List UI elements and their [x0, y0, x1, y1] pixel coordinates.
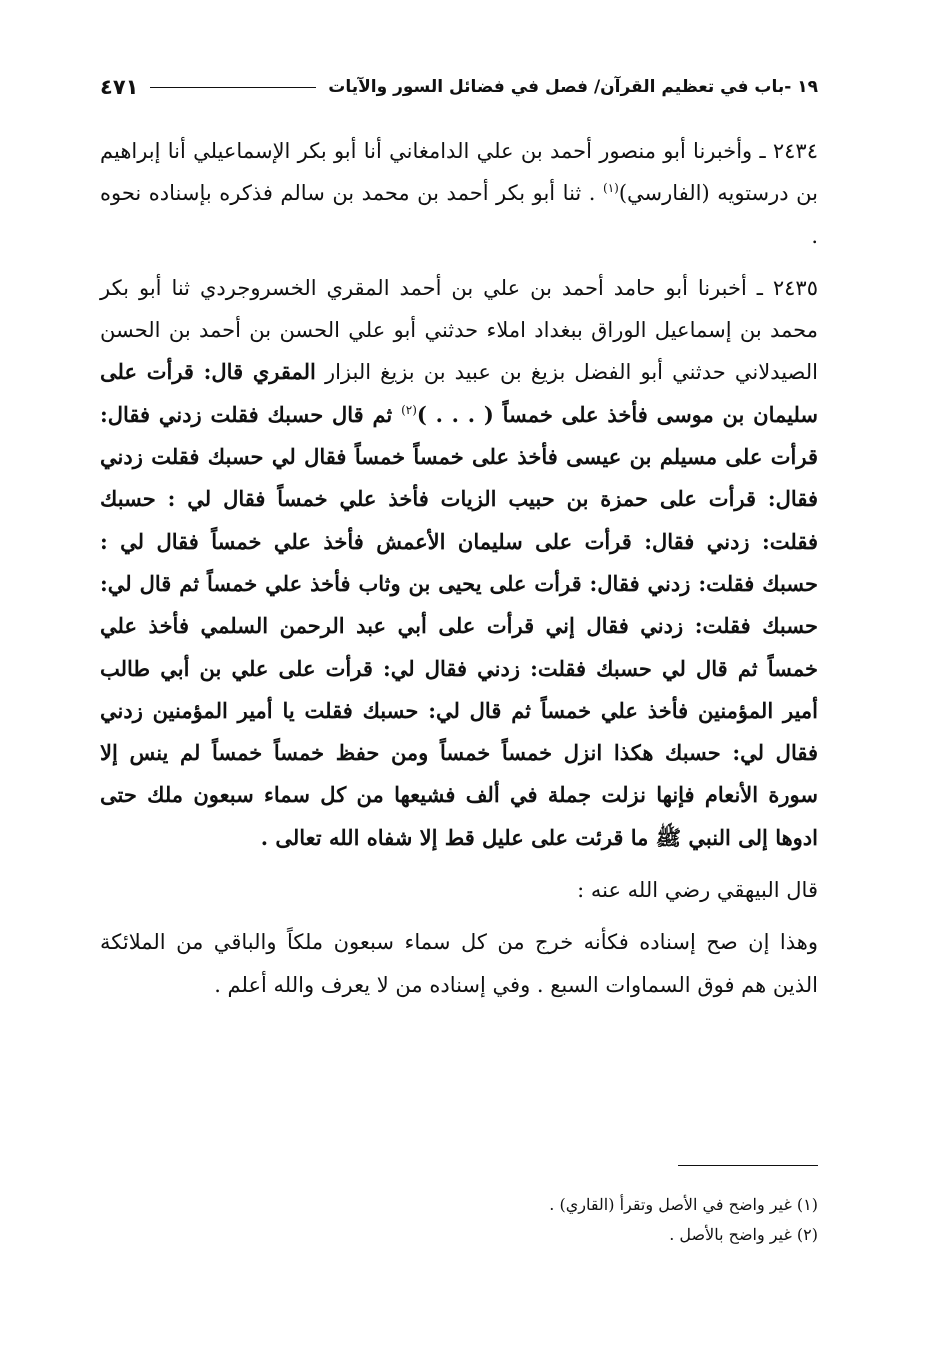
footnote-separator — [678, 1165, 818, 1166]
hadith-2435-text-c: ثم قال حسبك فقلت زدني فقال: قرأت على مسيلم بن عيسى فأخذ على خمساً خمساً فقال لي حسبك فقلت زدني فقال: قرأت على حمزة بن حبيب الزيات فأخذ علي خمساً فقال لي : حسبك فقلت: زدني فقال: قرأت على سليمان الأعمش فأخذ علي خمساً فقال لي : حسبك فقلت: زدني فقال: قرأت على يحيى بن وثاب فأخذ علي خمساً ثم قال لي: حسبك فقلت: زدني فقال إني قرأت على أبي عبد الرحمن السلمي فأخذ علي خمساً ثم قال لي حسبك فقلت: زدني فقال لي: قرأت على علي بن أبي طالب أمير المؤمنين فأخذ علي خمساً ثم قال لي: حسبك فقلت يا أمير المؤمنين زدني فقال لي: حسبك هكذا انزل خمساً خمساً ومن حفظ خمساً خمساً لم ينس إلا سورة الأنعام فإنها نزلت جملة في ألف فشيعها من كل سماء سبعون ملك حتى ادوها إلى النبي ﷺ ما قرئت على عليل قط إلا شفاه الله تعالى . — [100, 401, 818, 850]
hadith-2434 — [100, 130, 818, 257]
footnote-2: (٢) غير واضح بالأصل . — [669, 1225, 818, 1244]
page-number: ٤٧١ — [100, 75, 139, 99]
footnotes — [100, 1190, 818, 1250]
footnote-ref-2: (٢) — [401, 402, 417, 417]
running-head — [100, 70, 818, 104]
hadith-2435-text-a: ٢٤٣٥ ـ أخبرنا أبو حامد أحمد بن علي بن أحمد المقري الخسروجردي ثنا أبو بكر محمد بن إسماعيل الوراق ببغداد املاء حدثني أبو علي الحسن بن أحمد بن الحسن الصيدلاني حدثني أبو الفضل بزيغ بن عبيد بن بزيغ البزار — [100, 275, 818, 385]
bayhaqi-comment: وهذا إن صح إسناده فكأنه خرج من كل سماء سبعون ملكاً والباقي من الملائكة الذين هم فوق السماوات السبع . وفي إسناده من لا يعرف والله أعلم . — [100, 930, 818, 997]
hadith-2435 — [100, 267, 818, 859]
body-text — [100, 130, 818, 1006]
running-head-title: ١٩ -باب في تعظيم القرآن/ فصل في فضائل السور والآيات — [328, 77, 818, 97]
book-page — [100, 62, 818, 1342]
hadith-2435-text-b: المقري قال: قرأت على سليمان بن موسى فأخذ على خمساً ( . . . ) — [100, 359, 818, 427]
footnote-ref-1: (١) — [603, 181, 619, 196]
running-head-rule — [150, 87, 316, 88]
footnote-1: (١) غير واضح في الأصل وتقرأ (القاري) . — [549, 1195, 818, 1214]
hadith-2434-text-b: . ثنا أبو بكر أحمد بن محمد بن سالم فذكره بإسناده نحوه . — [100, 181, 818, 248]
hadith-2434-text-a: ٢٤٣٤ ـ وأخبرنا أبو منصور أحمد بن علي الدامغاني أنا أبو بكر الإسماعيلي أنا إبراهيم بن درستويه (الفارسي) — [100, 139, 818, 206]
bayhaqi-heading: قال البيهقي رضي الله عنه : — [577, 878, 818, 903]
